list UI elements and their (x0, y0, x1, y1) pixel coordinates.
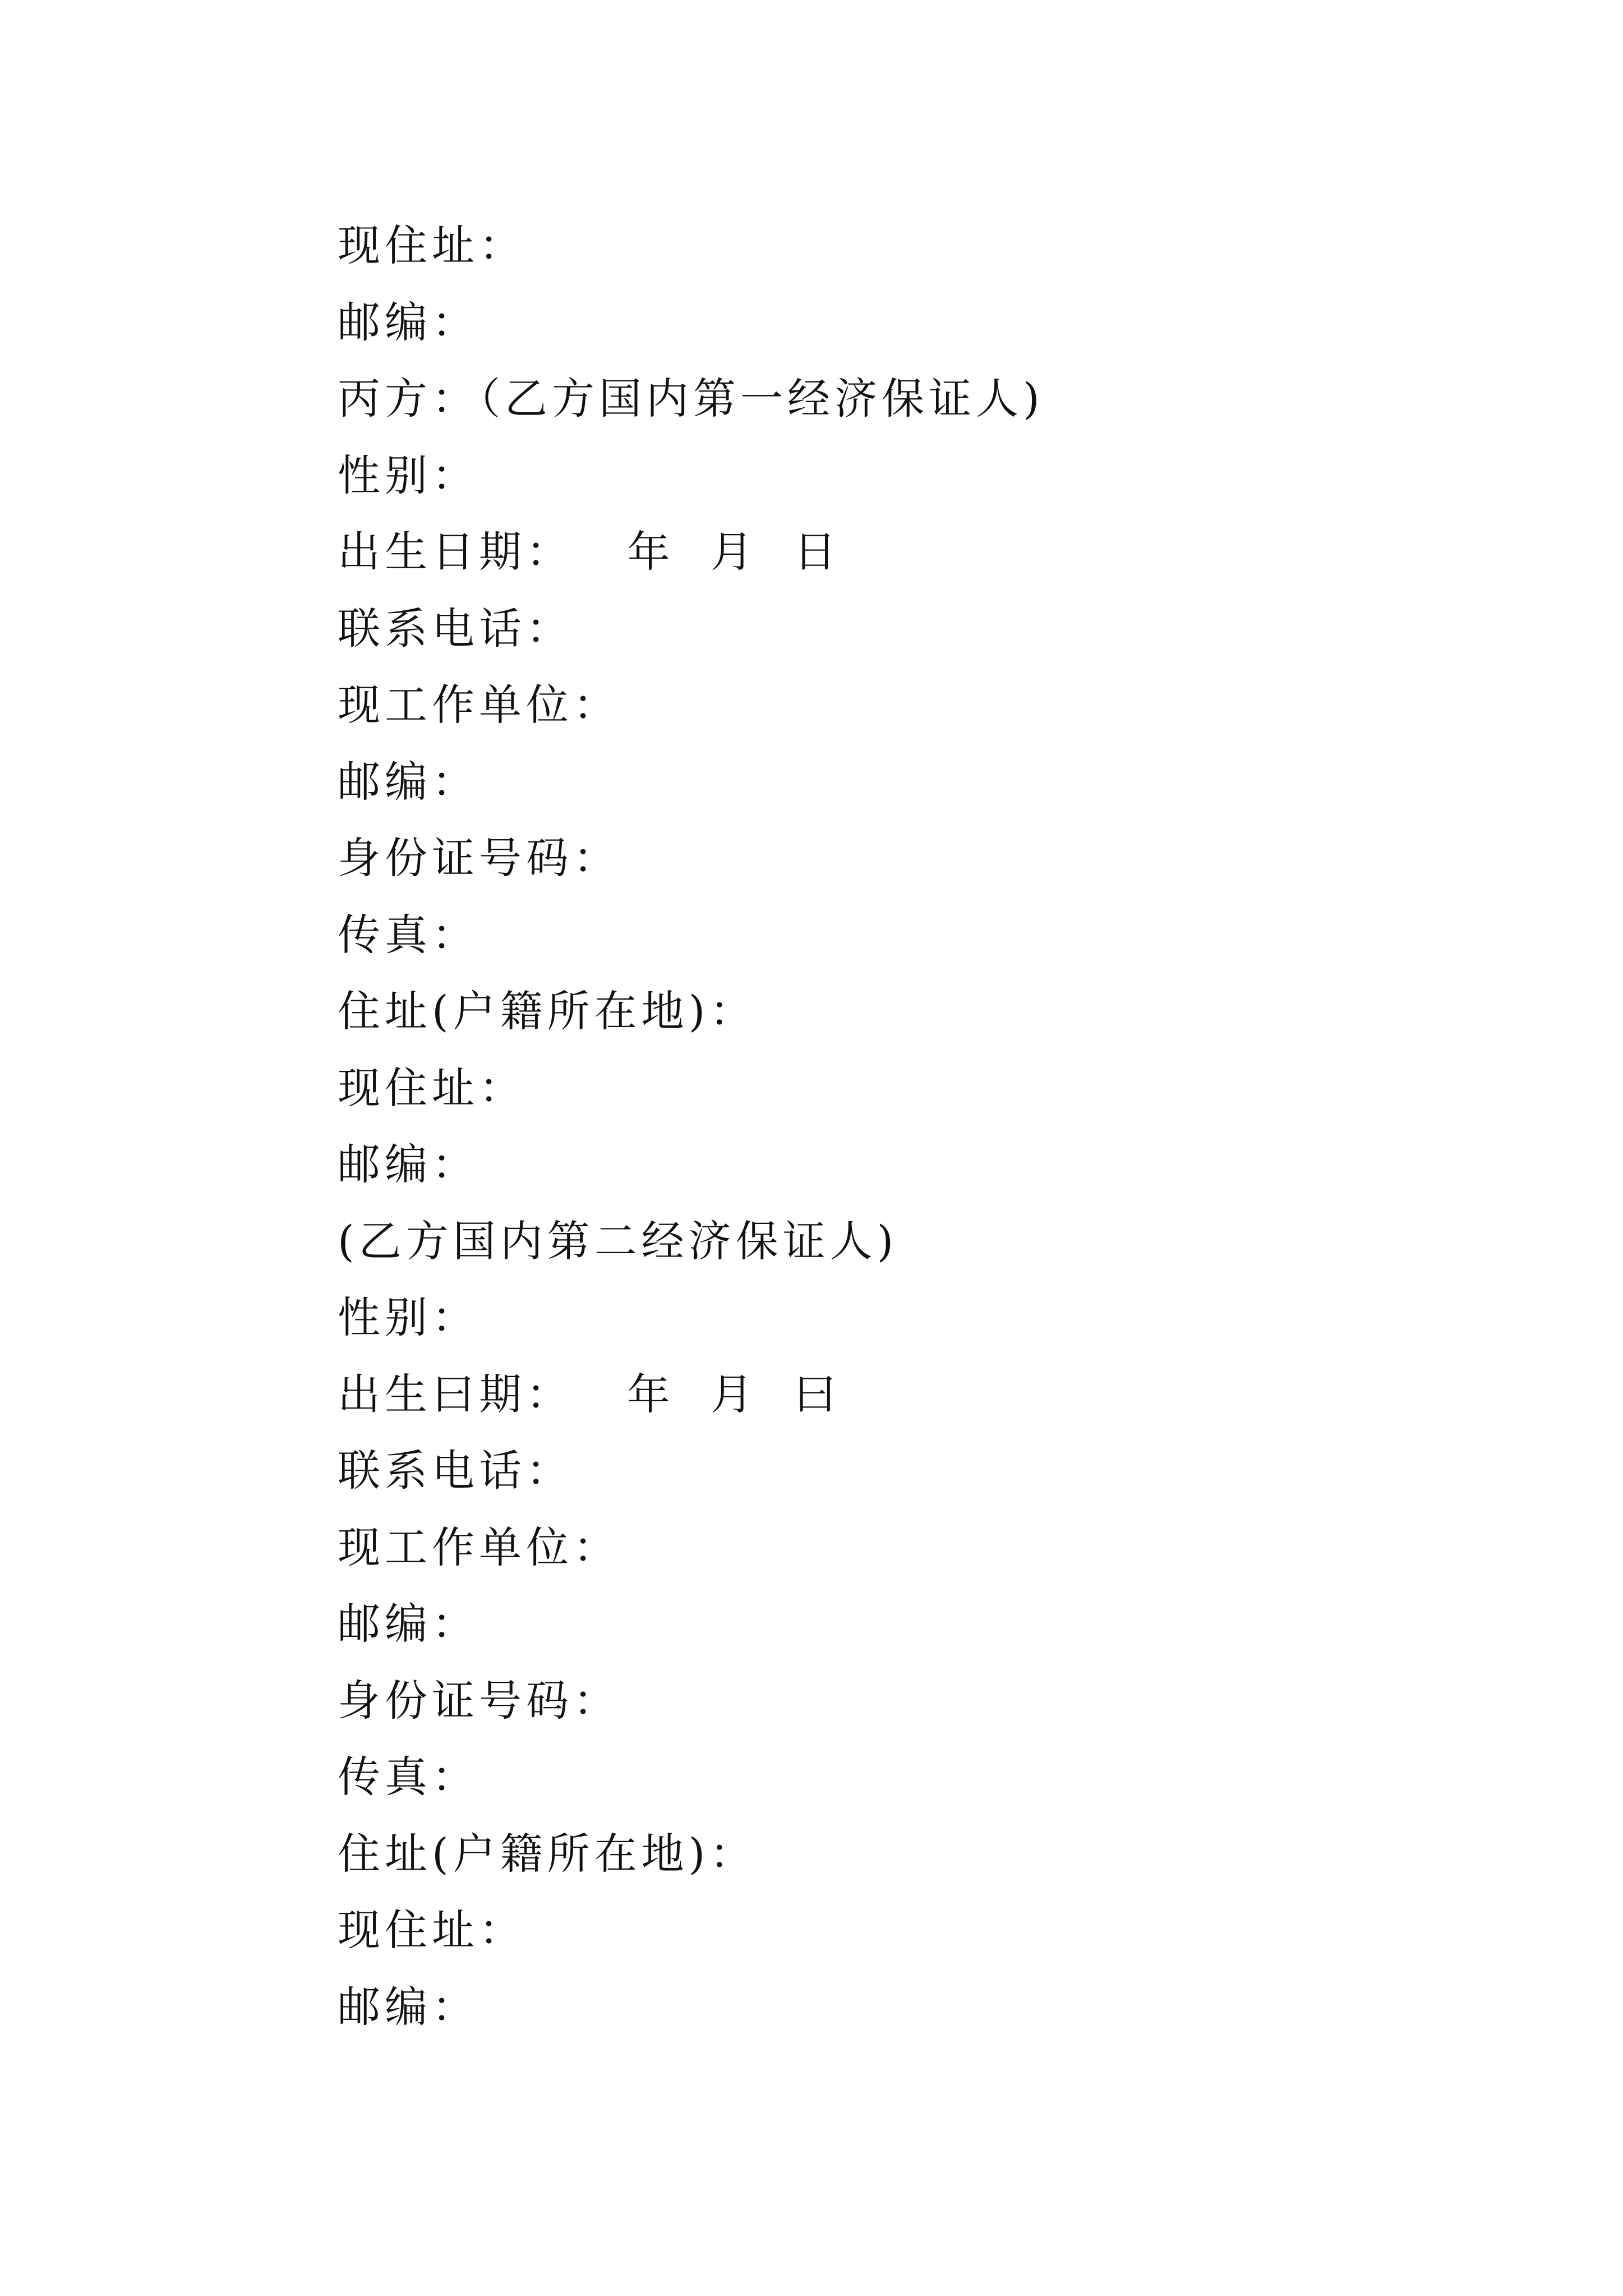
field-gender: 性别： (338, 1292, 479, 1342)
second-guarantor-heading: (乙方国内第二经济保证人) (338, 1216, 898, 1266)
field-registered-address: 住址(户籍所在地)： (338, 986, 757, 1036)
field-postcode: 邮编： (338, 756, 479, 807)
document-body (338, 208, 1515, 2045)
field-employer: 现工作单位： (338, 680, 620, 730)
field-fax: 传真： (338, 909, 479, 960)
field-postcode: 邮编： (338, 1139, 479, 1189)
field-birth-date: 出生日期： 年 月 日 (338, 527, 841, 577)
party-c-heading: 丙方：（乙方国内第一经济保证人) (338, 374, 1044, 424)
field-registered-address: 住址(户籍所在地)： (338, 1828, 757, 1879)
field-fax: 传真： (338, 1752, 479, 1802)
field-id-number: 身份证号码： (338, 1675, 620, 1726)
field-id-number: 身份证号码： (338, 833, 620, 883)
field-phone: 联系电话： (338, 1446, 573, 1496)
field-postcode: 邮编： (338, 1599, 479, 1649)
field-birth-date: 出生曰期： 年 月 曰 (338, 1369, 841, 1419)
field-phone: 联系电话： (338, 603, 573, 654)
field-employer: 现工作单位： (338, 1522, 620, 1572)
field-current-address: 现住址： (338, 1062, 526, 1113)
field-postcode: 邮编： (338, 297, 479, 347)
field-gender: 性别： (338, 450, 479, 500)
field-current-address: 现住址： (338, 220, 526, 270)
field-postcode: 邮编： (338, 1981, 479, 2032)
field-current-address: 现住址： (338, 1905, 526, 1955)
